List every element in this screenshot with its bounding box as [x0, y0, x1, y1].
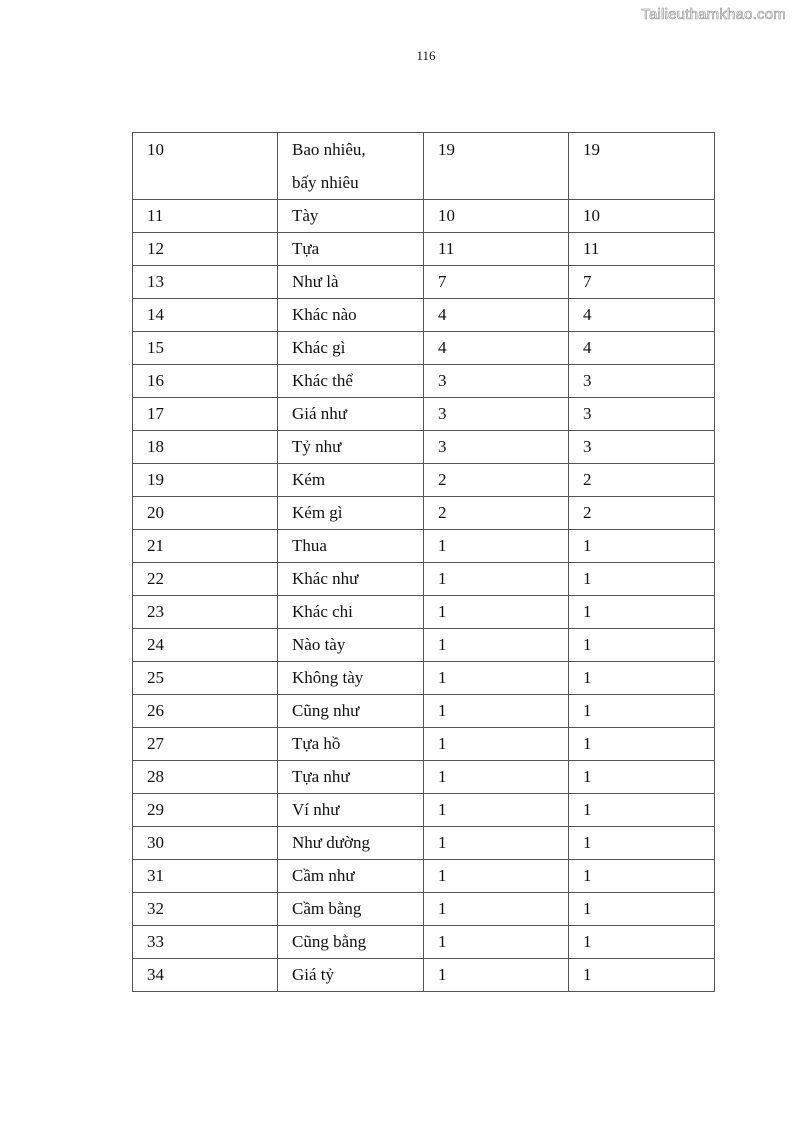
count-cell-a: 1: [424, 761, 569, 794]
count-cell-b: 1: [569, 629, 715, 662]
term-cell: Tỷ như: [278, 431, 424, 464]
count-cell-a: 2: [424, 497, 569, 530]
count-cell-b: 3: [569, 431, 715, 464]
term-cell: Thua: [278, 530, 424, 563]
row-number-cell: 19: [133, 464, 278, 497]
count-cell-b: 1: [569, 530, 715, 563]
term-cell: Tựa: [278, 233, 424, 266]
term-cell: Tựa như: [278, 761, 424, 794]
term-cell: Tày: [278, 200, 424, 233]
table-body: [133, 133, 715, 992]
row-number-cell: 12: [133, 233, 278, 266]
count-cell-b: 1: [569, 860, 715, 893]
count-cell-b: 1: [569, 761, 715, 794]
table-row: [133, 530, 715, 563]
term-cell: Cũng bằng: [278, 926, 424, 959]
row-number-cell: 17: [133, 398, 278, 431]
table-row: [133, 233, 715, 266]
count-cell-a: 1: [424, 827, 569, 860]
table-row: [133, 794, 715, 827]
count-cell-b: 3: [569, 365, 715, 398]
count-cell-a: 1: [424, 959, 569, 992]
table-row: [133, 133, 715, 200]
table-row: [133, 563, 715, 596]
count-cell-a: 7: [424, 266, 569, 299]
row-number-cell: 10: [133, 133, 278, 200]
row-number-cell: 13: [133, 266, 278, 299]
table-row: [133, 200, 715, 233]
count-cell-b: 2: [569, 497, 715, 530]
row-number-cell: 24: [133, 629, 278, 662]
table-row: [133, 365, 715, 398]
count-cell-b: 2: [569, 464, 715, 497]
table-row: [133, 332, 715, 365]
count-cell-a: 11: [424, 233, 569, 266]
row-number-cell: 23: [133, 596, 278, 629]
count-cell-b: 4: [569, 332, 715, 365]
term-cell: Nào tày: [278, 629, 424, 662]
term-cell: Tựa hồ: [278, 728, 424, 761]
count-cell-b: 1: [569, 563, 715, 596]
count-cell-a: 19: [424, 133, 569, 200]
table-row: [133, 695, 715, 728]
row-number-cell: 25: [133, 662, 278, 695]
count-cell-a: 3: [424, 365, 569, 398]
watermark: Tailieuthamkhao.com: [641, 6, 786, 23]
table-row: [133, 596, 715, 629]
table-row: [133, 959, 715, 992]
row-number-cell: 28: [133, 761, 278, 794]
term-cell: Kém gì: [278, 497, 424, 530]
table-row: [133, 431, 715, 464]
count-cell-b: 1: [569, 893, 715, 926]
row-number-cell: 16: [133, 365, 278, 398]
row-number-cell: 18: [133, 431, 278, 464]
term-cell: Khác như: [278, 563, 424, 596]
count-cell-a: 1: [424, 695, 569, 728]
term-cell: Không tày: [278, 662, 424, 695]
count-cell-b: 11: [569, 233, 715, 266]
row-number-cell: 30: [133, 827, 278, 860]
table-row: [133, 299, 715, 332]
count-cell-b: 1: [569, 794, 715, 827]
count-cell-a: 4: [424, 332, 569, 365]
page-number: 116: [416, 48, 436, 63]
term-cell: Giá như: [278, 398, 424, 431]
table-row: [133, 497, 715, 530]
term-cell: Khác thể: [278, 365, 424, 398]
count-cell-b: 4: [569, 299, 715, 332]
row-number-cell: 27: [133, 728, 278, 761]
term-cell: Bao nhiêu, bấy nhiêu: [278, 133, 424, 200]
count-cell-b: 7: [569, 266, 715, 299]
row-number-cell: 31: [133, 860, 278, 893]
table-row: [133, 629, 715, 662]
row-number-cell: 34: [133, 959, 278, 992]
term-cell: Ví như: [278, 794, 424, 827]
term-cell: Như dường: [278, 827, 424, 860]
term-cell: Khác chi: [278, 596, 424, 629]
term-cell: Như là: [278, 266, 424, 299]
count-cell-b: 1: [569, 695, 715, 728]
term-cell: Cầm bằng: [278, 893, 424, 926]
count-cell-a: 3: [424, 398, 569, 431]
count-cell-a: 1: [424, 596, 569, 629]
count-cell-b: 1: [569, 827, 715, 860]
table-row: [133, 398, 715, 431]
data-table: [132, 132, 715, 992]
term-cell: Kém: [278, 464, 424, 497]
count-cell-b: 1: [569, 662, 715, 695]
count-cell-b: 1: [569, 596, 715, 629]
count-cell-b: 3: [569, 398, 715, 431]
row-number-cell: 15: [133, 332, 278, 365]
row-number-cell: 21: [133, 530, 278, 563]
count-cell-a: 1: [424, 926, 569, 959]
count-cell-b: 19: [569, 133, 715, 200]
count-cell-a: 3: [424, 431, 569, 464]
table-row: [133, 827, 715, 860]
count-cell-a: 1: [424, 530, 569, 563]
row-number-cell: 32: [133, 893, 278, 926]
count-cell-b: 10: [569, 200, 715, 233]
count-cell-a: 2: [424, 464, 569, 497]
row-number-cell: 22: [133, 563, 278, 596]
term-cell: Cũng như: [278, 695, 424, 728]
count-cell-b: 1: [569, 959, 715, 992]
row-number-cell: 29: [133, 794, 278, 827]
row-number-cell: 20: [133, 497, 278, 530]
term-cell: Giá tỷ: [278, 959, 424, 992]
table-row: [133, 728, 715, 761]
count-cell-a: 1: [424, 728, 569, 761]
count-cell-a: 4: [424, 299, 569, 332]
count-cell-a: 10: [424, 200, 569, 233]
row-number-cell: 26: [133, 695, 278, 728]
table-row: [133, 893, 715, 926]
row-number-cell: 14: [133, 299, 278, 332]
term-cell: Khác gì: [278, 332, 424, 365]
count-cell-a: 1: [424, 662, 569, 695]
table-row: [133, 266, 715, 299]
term-cell: Cầm như: [278, 860, 424, 893]
table-row: [133, 761, 715, 794]
count-cell-a: 1: [424, 563, 569, 596]
count-cell-a: 1: [424, 860, 569, 893]
count-cell-b: 1: [569, 926, 715, 959]
table-row: [133, 926, 715, 959]
row-number-cell: 33: [133, 926, 278, 959]
term-cell: Khác nào: [278, 299, 424, 332]
count-cell-a: 1: [424, 629, 569, 662]
count-cell-b: 1: [569, 728, 715, 761]
row-number-cell: 11: [133, 200, 278, 233]
count-cell-a: 1: [424, 893, 569, 926]
table-row: [133, 464, 715, 497]
table-row: [133, 860, 715, 893]
count-cell-a: 1: [424, 794, 569, 827]
table-row: [133, 662, 715, 695]
